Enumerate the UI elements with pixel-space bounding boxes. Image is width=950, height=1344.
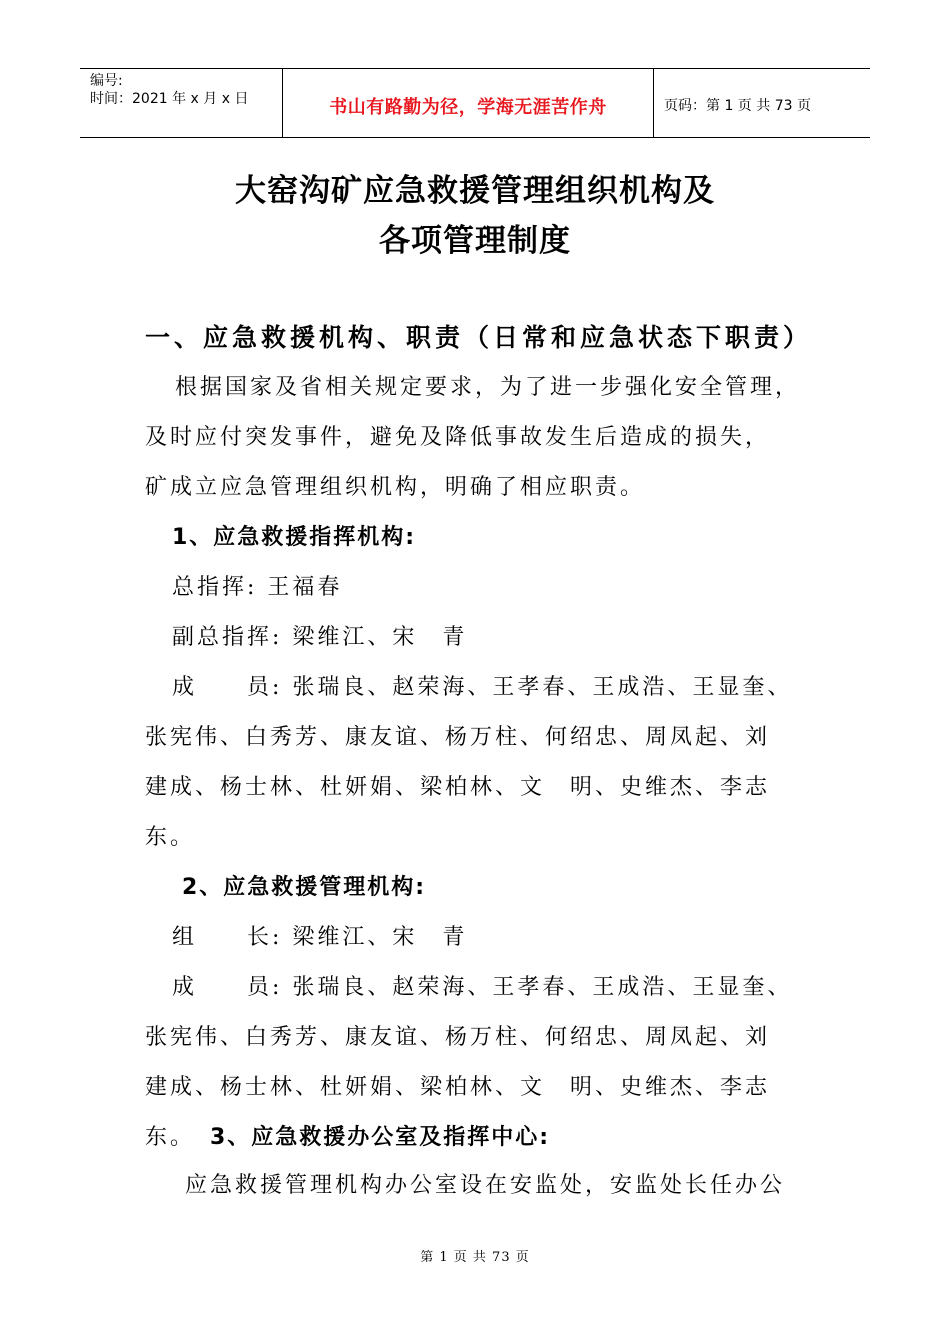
header-info-cell <box>80 69 282 137</box>
header-motto: 书山有路勤为径，学海无涯苦作舟 <box>329 97 607 118</box>
leader-line: 组 长: 梁维江、宋 青 <box>172 925 468 950</box>
members-line-4: 东。 <box>145 825 196 850</box>
document-time: 时间：2021 年 x 月 x 日 <box>90 91 249 107</box>
page-title-line-1: 大窑沟矿应急救援管理组织机构及 <box>235 173 715 209</box>
subsection-heading-1: 1、应急救援指挥机构: <box>172 525 417 550</box>
members2-line-4: 东。 <box>145 1125 196 1150</box>
header-page-cell <box>654 69 870 137</box>
page-title-line-2: 各项管理制度 <box>379 223 571 259</box>
header-motto-cell <box>282 69 654 137</box>
page-footer: 第 1 页 共 73 页 <box>420 1250 530 1265</box>
members-line-3: 建成、杨士林、杜妍娟、梁柏林、文 明、史维杰、李志 <box>145 775 771 800</box>
deputy-line: 副总指挥: 梁维江、宋 青 <box>172 625 468 650</box>
intro-line-2: 及时应付突发事件，避免及降低事故发生后造成的损失， <box>145 425 771 450</box>
office-text-line: 应急救援管理机构办公室设在安监处，安监处长任办公 <box>185 1173 786 1198</box>
document-header <box>80 68 870 138</box>
members-line-1: 成 员: 张瑞良、赵荣海、王孝春、王成浩、王显奎、 <box>172 675 793 700</box>
commander-line: 总指挥: 王福春 <box>172 575 343 600</box>
header-page-code: 页码：第 1 页 共 73 页 <box>664 98 811 114</box>
members2-line-1: 成 员: 张瑞良、赵荣海、王孝春、王成浩、王显奎、 <box>172 975 793 1000</box>
intro-line-3: 矿成立应急管理组织机构，明确了相应职责。 <box>145 475 646 500</box>
subsection-heading-2: 2、应急救援管理机构: <box>182 875 427 900</box>
members2-line-3: 建成、杨士林、杜妍娟、梁柏林、文 明、史维杰、李志 <box>145 1075 771 1100</box>
intro-line-1: 根据国家及省相关规定要求，为了进一步强化安全管理， <box>175 375 801 400</box>
section-heading: 一、应急救援机构、职责（日常和应急状态下职责） <box>145 323 813 352</box>
document-number: 编号: <box>90 73 123 89</box>
members-line-2: 张宪伟、白秀芳、康友谊、杨万柱、何绍忠、周凤起、刘 <box>145 725 771 750</box>
subsection-heading-3: 3、应急救援办公室及指挥中心: <box>210 1125 551 1150</box>
members2-line-2: 张宪伟、白秀芳、康友谊、杨万柱、何绍忠、周凤起、刘 <box>145 1025 771 1050</box>
